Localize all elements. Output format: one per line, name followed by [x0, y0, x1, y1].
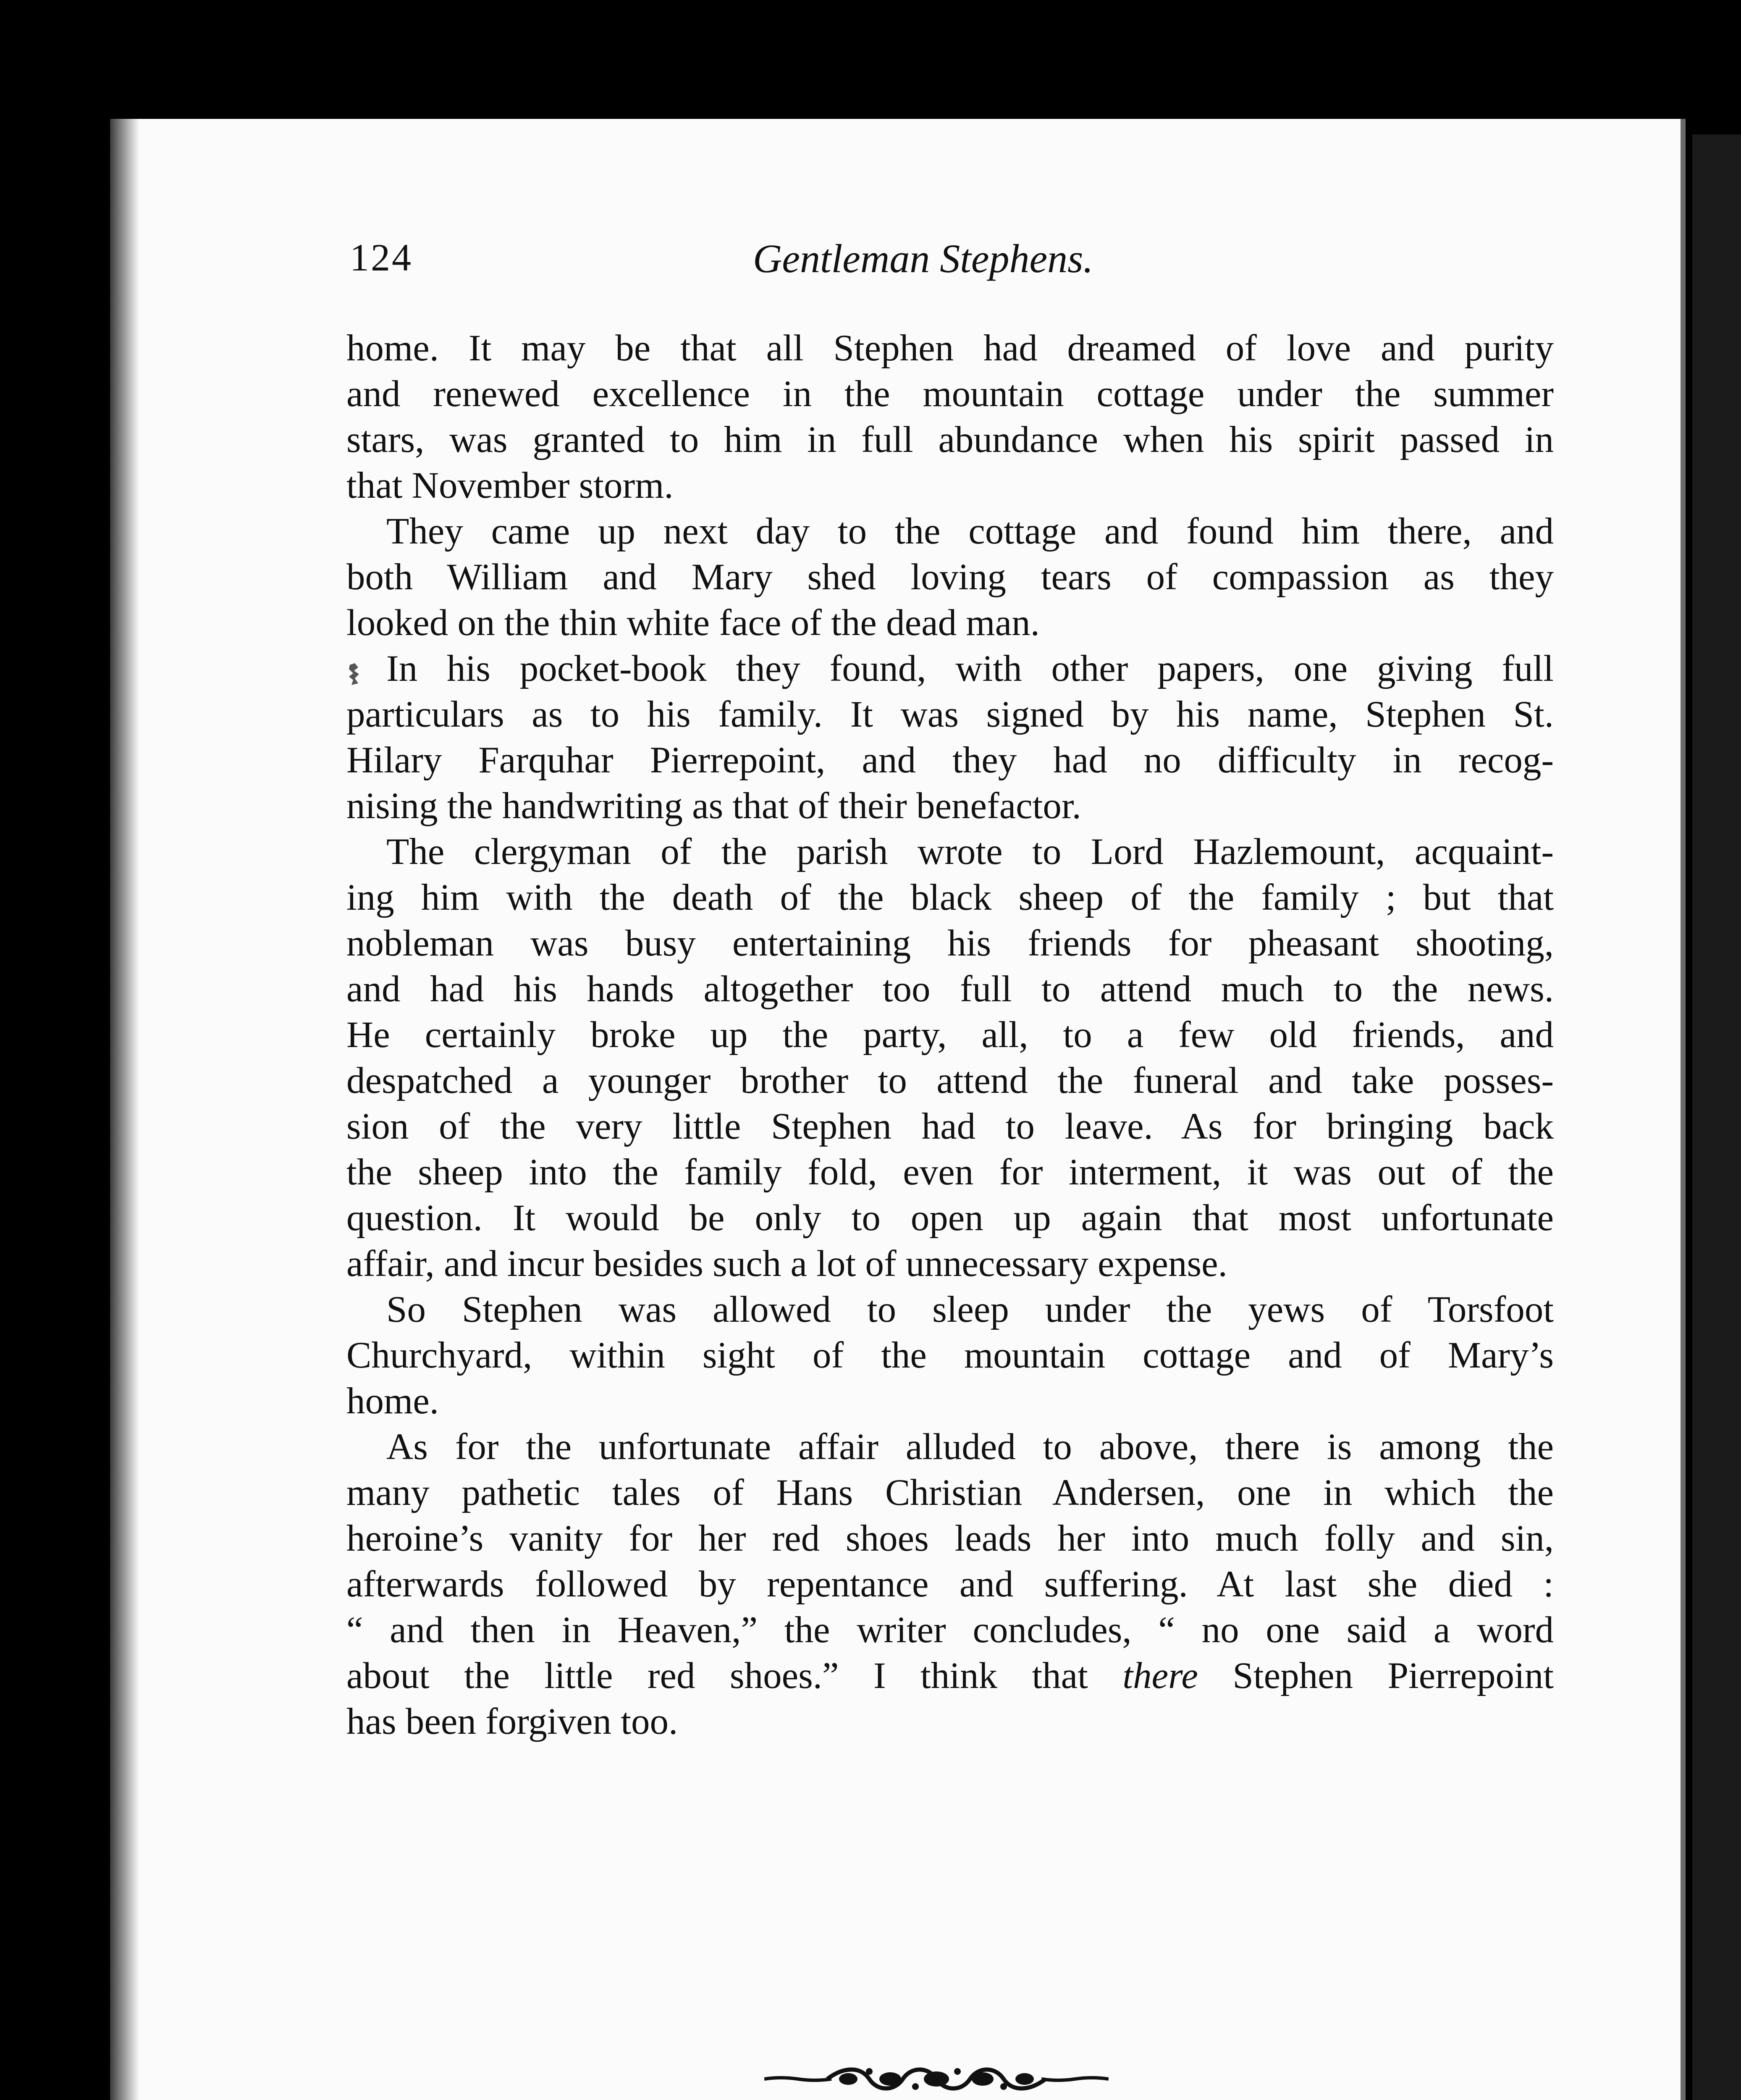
text-line: As for the unfortunate affair alluded to above, there is among the	[386, 1426, 1554, 1467]
text-line: The clergyman of the parish wrote to Lord Hazlemount, acquaint-	[386, 831, 1554, 872]
text-line: nobleman was busy entertaining his friends for pheasant shooting,	[346, 923, 1554, 964]
text-line: heroine’s vanity for her red shoes leads her into much folly and sin,	[346, 1518, 1554, 1559]
running-title: Gentleman Stephens.	[753, 236, 1093, 281]
text-line-end: Stephen Pierrepoint	[1198, 1655, 1554, 1696]
page-header	[350, 235, 1160, 294]
text-line: So Stephen was allowed to sleep under the yews of Torsfoot	[386, 1289, 1554, 1330]
text-line: “ and then in Heaven,” the writer concludes, “ no one said a word	[346, 1609, 1554, 1651]
text-line: He certainly broke up the party, all, to a few old friends, and	[346, 1014, 1554, 1055]
text-line: has been forgiven too.	[346, 1701, 678, 1742]
binding-shadow	[110, 119, 139, 2100]
text-line: looked on the thin white face of the dead man.	[346, 602, 1040, 643]
text-line: Hilary Farquhar Pierrepoint, and they had no difficulty in recog-	[346, 740, 1554, 781]
text-line: sion of the very little Stephen had to leave. As for bringing back	[346, 1106, 1554, 1147]
text-line: home. It may be that all Stephen had dreamed of love and purity	[346, 328, 1554, 369]
text-line: stars, was granted to him in full abundance when his spirit passed in	[346, 419, 1554, 460]
text-line: both William and Mary shed loving tears of compassion as they	[346, 556, 1554, 598]
text-line: nising the handwriting as that of their benefactor.	[346, 785, 1081, 827]
facing-page-edge	[1692, 134, 1741, 2100]
text-line: question. It would be only to open up again that most unfortunate	[346, 1197, 1554, 1239]
text-line: affair, and incur besides such a lot of unnecessary expense.	[346, 1243, 1227, 1284]
text-line: and had his hands altogether too full to attend much to the news.	[346, 969, 1554, 1010]
text-line: home.	[346, 1381, 439, 1422]
text-line: the sheep into the family fold, even for interment, it was out of the	[346, 1152, 1554, 1193]
text-line	[346, 1653, 1554, 1699]
text-line: that November storm.	[346, 465, 674, 506]
text-line: Churchyard, within sight of the mountain cottage and of Mary’s	[346, 1335, 1554, 1376]
text-line: They came up next day to the cottage and found him there, and	[386, 511, 1554, 552]
text-line: afterwards followed by repentance and suffering. At last she died :	[346, 1564, 1554, 1605]
text-line: ing him with the death of the black sheep of the family ; but that	[346, 877, 1554, 918]
text-line: particulars as to his family. It was signed by his name, Stephen St.	[346, 694, 1554, 735]
text-line: In his pocket-book they found, with other papers, one giving full	[386, 648, 1554, 689]
tailpiece-ornament-icon	[764, 2062, 1109, 2096]
text-line: and renewed excellence in the mountain cottage under the summer	[346, 373, 1554, 415]
body-text	[346, 326, 1554, 1745]
text-line: despatched a younger brother to attend the funeral and take posses-	[346, 1060, 1554, 1101]
page-number: 124	[350, 236, 413, 279]
text-line-start: about the little red shoes.” I think that	[346, 1655, 1088, 1696]
page-edge	[1681, 119, 1686, 2100]
italic-word: there	[1122, 1655, 1198, 1696]
text-line: many pathetic tales of Hans Christian Andersen, one in which the	[346, 1472, 1554, 1513]
